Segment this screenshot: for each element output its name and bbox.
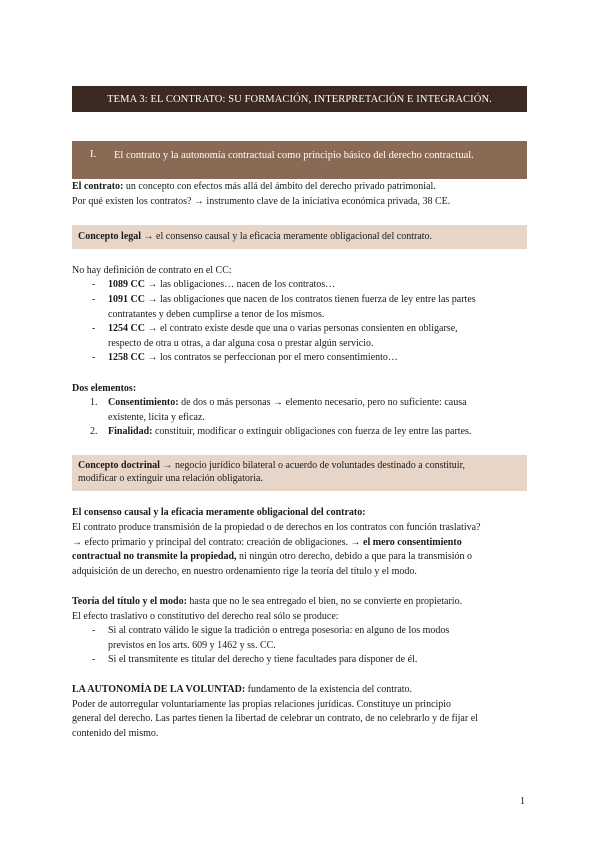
teoria-item-1: Si al contrato válido le sigue la tradición o entrega posesoria: en alguno de los modos	[108, 625, 450, 636]
dos-heading-text: Dos elementos:	[72, 383, 137, 394]
cc-heading: No hay definición de contrato en el CC:	[72, 265, 232, 276]
dos-item-2	[108, 425, 471, 440]
consenso-text: → efecto primario y principal del contrato: creación de obligaciones. →	[72, 537, 364, 548]
consenso-bold: el mero consentimiento	[363, 537, 462, 548]
cc-item-1089	[108, 278, 335, 293]
legal-concept-box	[72, 225, 527, 249]
intro-bold: El contrato:	[72, 181, 124, 192]
item-label: Finalidad:	[108, 426, 153, 437]
autonomia-line-2: Poder de autorregular voluntariamente las propias relaciones jurídicas. Constituye un principio	[72, 699, 452, 710]
cc-item-1254-cont: respecto de otra u otras, a dar alguna cosa o prestar algún servicio.	[108, 338, 374, 349]
dos-item-1	[108, 396, 467, 411]
teoria-bold: Teoría del título y el modo:	[72, 596, 187, 607]
article-text: → los contratos se perfeccionan por el mero consentimiento…	[144, 352, 398, 363]
section-heading	[72, 141, 527, 179]
consenso-line-1: El contrato produce transmisión de la propiedad o de derechos en los contratos con función traslativa?	[72, 522, 481, 533]
list-number: 2.	[90, 426, 98, 437]
teoria-line-1	[72, 595, 462, 610]
section-number: I.	[90, 149, 97, 160]
legal-concept-text: → el consenso causal y la eficacia meramente obligacional del contrato.	[141, 231, 433, 242]
bullet: -	[92, 352, 96, 363]
consenso-text: ni ningún otro derecho, debido a que para la transmisión o	[236, 551, 473, 562]
bullet: -	[92, 279, 96, 290]
bullet: -	[92, 625, 96, 636]
doctrinal-concept-label: Concepto doctrinal	[78, 460, 160, 471]
intro-line-2: Por qué existen los contratos? → instrumento clave de la iniciativa económica privada, 38 CE.	[72, 196, 451, 207]
list-number: 1.	[90, 397, 98, 408]
legal-concept-label: Concepto legal	[78, 231, 142, 242]
doctrinal-concept-text: → negocio jurídico bilateral o acuerdo de voluntades destinado a constituir,	[159, 460, 466, 471]
autonomia-line-3: general del derecho. Las partes tienen la libertad de celebrar un contrato, de no celebrarlo y de fijar el	[72, 713, 478, 724]
consenso-bold: contractual no transmite la propiedad,	[72, 551, 237, 562]
cc-item-1254	[108, 322, 458, 337]
autonomia-line-1	[72, 683, 412, 698]
consenso-heading-text: El consenso causal y la eficacia meramente obligacional del contrato:	[72, 507, 366, 518]
document-title	[72, 86, 527, 112]
cc-item-1091-cont: contratantes y deben cumplirse a tenor de los mismos.	[108, 309, 325, 320]
intro-text: un concepto con efectos más allá del ámbito del derecho privado patrimonial.	[123, 181, 436, 192]
dos-item-1-cont: existente, lícita y eficaz.	[108, 412, 205, 423]
dos-heading	[72, 382, 136, 397]
item-label: Consentimiento:	[108, 397, 179, 408]
teoria-line-2: El efecto traslativo o constitutivo del derecho real sólo se produce:	[72, 611, 339, 622]
teoria-text: hasta que no le sea entregado el bien, no se convierte en propietario.	[186, 596, 463, 607]
title-text: TEMA 3: EL CONTRATO: SU FORMACIÓN, INTERPRETACIÓN E INTEGRACIÓN.	[107, 93, 492, 105]
cc-item-1258	[108, 351, 398, 366]
consenso-line-3	[72, 550, 472, 565]
article-ref: 1091 CC	[108, 294, 145, 305]
section-title: El contrato y la autonomía contractual como principio básico del derecho contractual.	[114, 150, 474, 161]
doctrinal-concept-text-cont: modificar o extinguir una relación obligatoria.	[78, 472, 263, 484]
bullet: -	[92, 654, 96, 665]
item-text: de dos o más personas → elemento necesario, pero no suficiente: causa	[178, 397, 467, 408]
article-text: → las obligaciones que nacen de los contratos tienen fuerza de ley entre las partes	[144, 294, 476, 305]
intro-line-1	[72, 180, 436, 195]
cc-item-1091	[108, 293, 476, 308]
teoria-item-1-cont: previstos en los arts. 609 y 1462 y ss. CC.	[108, 640, 276, 651]
article-text: → el contrato existe desde que una o varias personas consienten en obligarse,	[144, 323, 458, 334]
consenso-line-4: adquisición de un derecho, en nuestro ordenamiento rige la teoría del título y el modo.	[72, 566, 417, 577]
bullet: -	[92, 294, 96, 305]
bullet: -	[92, 323, 96, 334]
article-ref: 1089 CC	[108, 279, 145, 290]
autonomia-bold: LA AUTONOMÍA DE LA VOLUNTAD:	[72, 684, 246, 695]
teoria-item-2: Si el transmitente es titular del derecho y tiene facultades para disponer de él.	[108, 654, 418, 665]
article-ref: 1254 CC	[108, 323, 145, 334]
page-number: 1	[520, 796, 525, 807]
doctrinal-concept-box	[72, 455, 527, 491]
article-ref: 1258 CC	[108, 352, 145, 363]
item-text: constituir, modificar o extinguir obligaciones con fuerza de ley entre las partes.	[152, 426, 472, 437]
autonomia-line-4: contenido del mismo.	[72, 728, 159, 739]
autonomia-text: fundamento de la existencia del contrato.	[245, 684, 413, 695]
consenso-heading	[72, 506, 366, 521]
consenso-line-2	[72, 536, 462, 551]
article-text: → las obligaciones… nacen de los contratos…	[144, 279, 336, 290]
